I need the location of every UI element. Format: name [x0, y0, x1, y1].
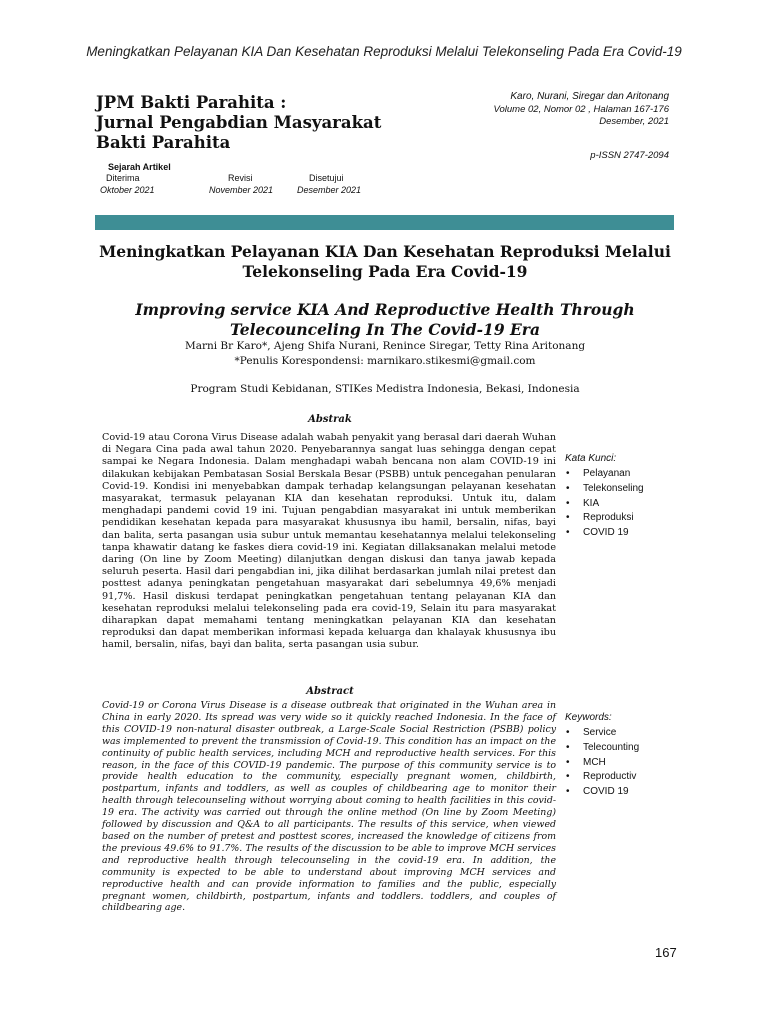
- keyword-item: • COVID 19: [565, 526, 675, 541]
- affiliation: Program Studi Kebidanan, STIKes Medistra Indonesia, Bekasi, Indonesia: [190, 383, 580, 395]
- keywords-english-panel: [565, 712, 675, 800]
- revised-date: November 2021: [209, 185, 274, 195]
- keyword-item: • Telekonseling: [565, 482, 675, 497]
- running-header: Meningkatkan Pelayanan KIA Dan Kesehatan Reproduksi Melalui Telekonseling Pada Era Covid-19: [86, 44, 682, 59]
- page-number: 167: [655, 945, 677, 960]
- accepted-date: Desember 2021: [297, 185, 362, 195]
- abstract-text: Covid-19 atau Corona Virus Disease adalah wabah penyakit yang berasal dari daerah Wuhan di Negara Cina pada awal tahun 2020. Penyebarannya sangat luas sehingga dengan cepat sampai ke Negara Indonesia. Dalam menghadapi wabah bencana non alam COVID-19 ini dilakukan kebijakan Pembatasan Sosial Berskala Besar (PSBB) untuk pencegahan penularan Covid-19. Kondisi ini menyebabkan dampak terhadap kelangsungan pelayanan kesehatan masyarakat, termasuk pelayanan KIA dan kesehatan reproduksi. Untuk itu, dalam menghadapi pandemi covid 19 ini. Tujuan pengabdian masyarakat ini untuk memberikan pendidikan kesehatan kepada para masyarakat khususnya ibu hamil, bersalin, nifas, bayi dan balita, serta pasangan usia subur untuk memantau kesehatannya melalui telekonseling tanpa khawatir datang ke faskes diera covid-19 ini. Kegiatan dillaksanakan melalui metode daring (On line by Zoom Meeting) dilanjutkan dengan diskusi dan tanya jawab kepada seluruh peserta. Hasil dari pengabdian ini, jika dilihat berdasarkan jumlah nilai pretest dan posttest adanya peningkatan pengetahuan masyarakat dari sebelumnya 49,6% menjadi 91,7%. Hasil diskusi terdapat peningkatkan pengetahuan tentang pelayanan KIA dan kesehatan reproduksi melalui telekonseling pada era covid-19, Selain itu para masyarakat diharapkan dapat memahami tentang meningkatkan pelayanan KIA dan kesehatan reproduksi dan dapat memberikan informasi kepada keluarga dan khalayak khususnya ibu hamil, bersalin, nifas, bayi dan balita, serta pasangan usia subur.: [102, 432, 556, 651]
- article-title: [96, 242, 674, 282]
- received-date: Oktober 2021: [100, 185, 155, 195]
- article-title-english: [96, 300, 674, 340]
- keywords-panel: [565, 453, 675, 541]
- journal-name: [96, 93, 396, 153]
- keyword-list: [565, 467, 675, 541]
- abstract-heading: Abstrak: [308, 414, 352, 425]
- title-line: Improving service KIA And Reproductive Health Through: [135, 300, 635, 319]
- keyword-item: • Telecounting: [565, 741, 675, 756]
- keyword-item: • Reproduksi: [565, 511, 675, 526]
- correspondence: *Penulis Korespondensi: marnikaro.stikesmi@gmail.com: [234, 355, 536, 367]
- title-line: Telekonseling Pada Era Covid-19: [242, 262, 528, 281]
- article-history: [100, 162, 400, 198]
- authors: Marni Br Karo*, Ajeng Shifa Nurani, Renince Siregar, Tetty Rina Aritonang: [184, 340, 586, 352]
- abstract-english-heading: Abstract: [306, 686, 354, 697]
- history-title: Sejarah Artikel: [108, 162, 171, 172]
- keyword-item: • Pelayanan: [565, 467, 675, 482]
- issn: p-ISSN 2747-2094: [590, 150, 669, 161]
- keyword-item: • KIA: [565, 497, 675, 512]
- keyword-english-list: [565, 726, 675, 800]
- keyword-item: • Reproductiv: [565, 770, 675, 785]
- journal-name-line: Jurnal Pengabdian Masyarakat: [96, 113, 382, 132]
- author-block: [96, 339, 674, 369]
- keywords-english-title: Keywords:: [565, 712, 612, 723]
- article-meta: [439, 91, 669, 129]
- journal-name-line: Bakti Parahita: [96, 133, 231, 152]
- abstract-english-text: Covid-19 or Corona Virus Disease is a disease outbreak that originated in the Wuhan area in China in early 2020. Its spread was very wide so it quickly reached Indonesia. In the face of this COVID-19 non-natural disaster outbreak, a Large-Scale Social Restriction (PSBB) policy was implemented to prevent the transmission of Covid-19. This condition has an impact on the continuity of public health services, including MCH and reproductive health services. For this reason, in the face of this COVID-19 pandemic. The purpose of this community service is to provide health education to the community, especially pregnant women, childbirth, postpartum, infants and toddlers, as well as couples of childbearing age to monitor their health through telecounseling without worrying about coming to health facilities in this covid-19 era. The activity was carried out through the online method (On line by Zoom Meeting) followed by discussion and Q&A to all participants. The results of this service, when viewed based on the number of pretest and posttest scores, increased the knowledge of citizens from the previous 49.6% to 91.7%. The results of the discussion to be able to improve MCH services and reproductive health through telecounseling in the covid-19 era. In addition, the community is expected to be able to understand about improving MCH services and reproductive health and can provide information to families and the public, especially pregnant women, childbirth, postpartum, infants and toddlers. toddlers, and couples of childbearing age.: [102, 700, 556, 914]
- title-line: Meningkatkan Pelayanan KIA Dan Kesehatan Reproduksi Melalui: [99, 242, 671, 261]
- keyword-item: • MCH: [565, 756, 675, 771]
- header-accent-bar: [95, 215, 674, 230]
- revised-label: Revisi: [228, 173, 253, 183]
- title-line: Telecounceling In The Covid-19 Era: [229, 320, 541, 339]
- publication-date: Desember, 2021: [599, 116, 669, 127]
- keywords-title: Kata Kunci:: [565, 453, 617, 464]
- volume-info: Volume 02, Nomor 02 , Halaman 167-176: [493, 103, 669, 115]
- received-label: Diterima: [106, 173, 140, 183]
- journal-name-line: JPM Bakti Parahita :: [96, 93, 287, 112]
- accepted-label: Disetujui: [309, 173, 344, 183]
- keyword-item: • COVID 19: [565, 785, 675, 800]
- authors-short: Karo, Nurani, Siregar dan Aritonang: [510, 91, 669, 102]
- keyword-item: • Service: [565, 726, 675, 741]
